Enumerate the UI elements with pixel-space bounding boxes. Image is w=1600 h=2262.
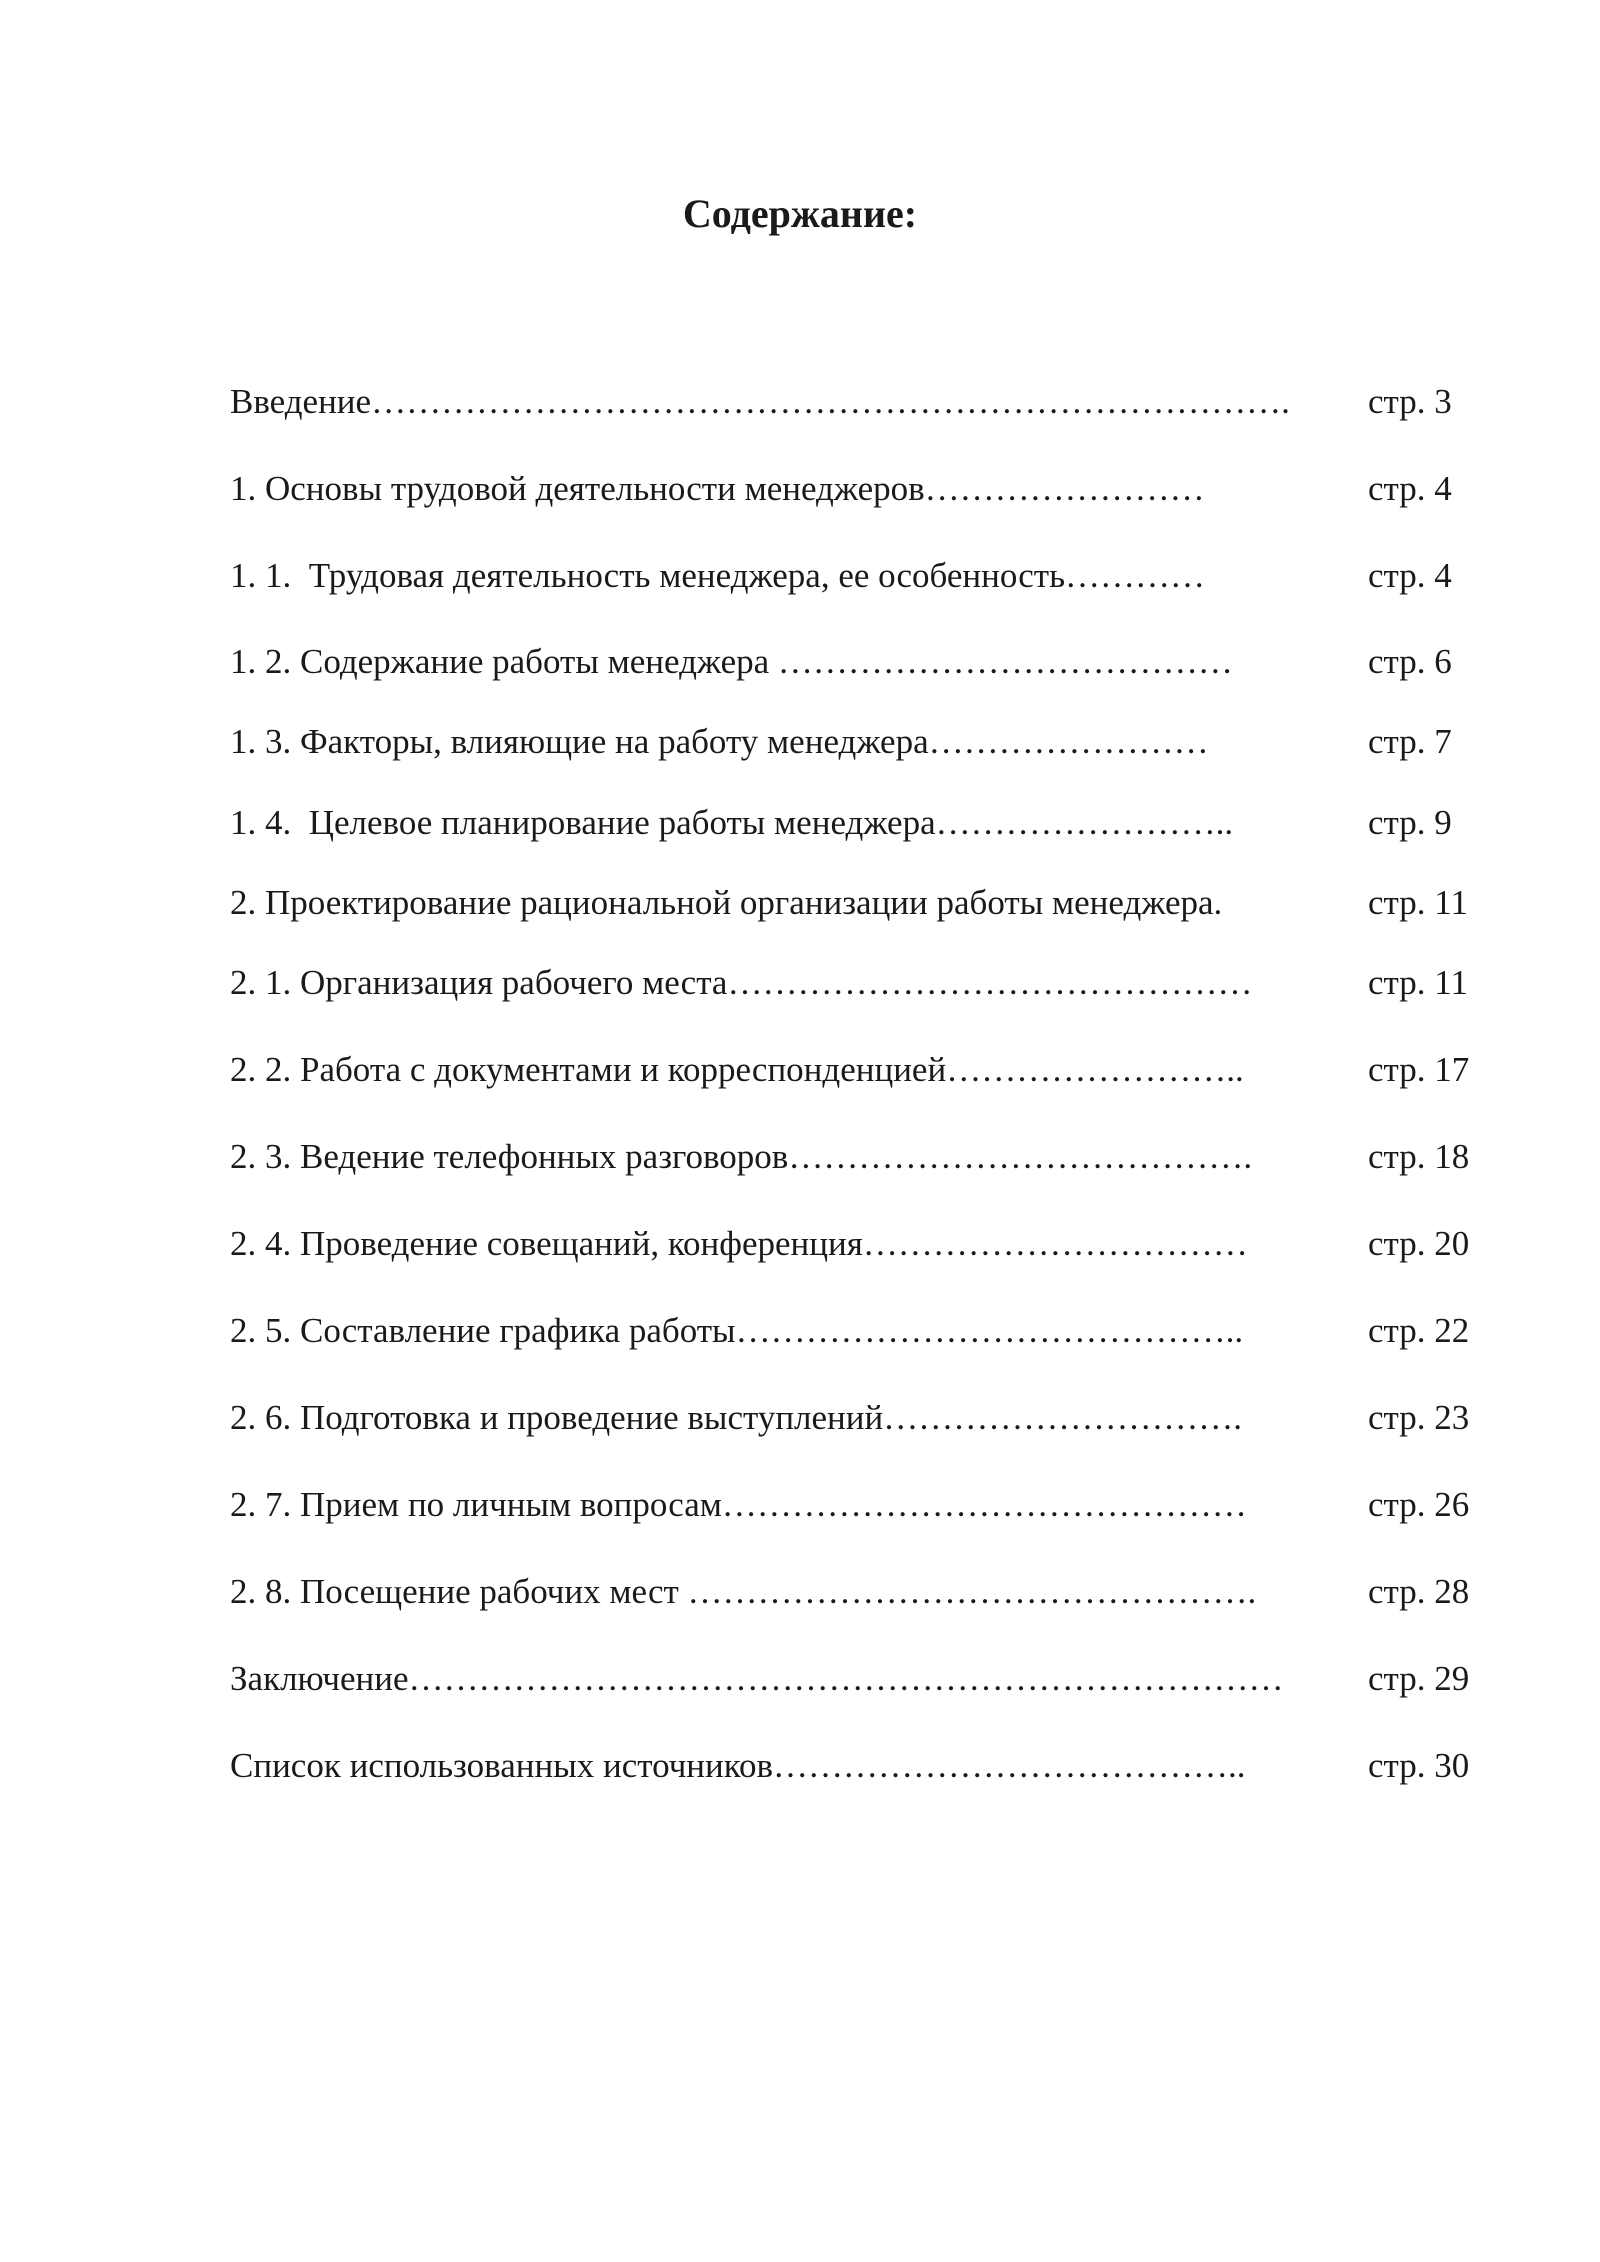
toc-entry-page: стр. 4: [1368, 556, 1452, 595]
toc-title: Содержание:: [682, 191, 918, 236]
toc-entry-2: [0, 879, 1600, 927]
toc-entry-text: 2. 7. Прием по личным вопросам………………………………………: [230, 1485, 1247, 1524]
toc-entry-text: 1. 3. Факторы, влияющие на работу менеджера……………………: [230, 722, 1209, 761]
toc-entry-page: стр. 3: [1368, 382, 1452, 421]
toc-entry-page: стр. 29: [1368, 1659, 1470, 1698]
toc-entry-1-3: [0, 718, 1600, 766]
toc-entry-text: 2. 2. Работа с документами и корреспонденцией……………………..: [230, 1050, 1244, 1089]
toc-entry-2-4: [0, 1220, 1600, 1268]
toc-entry-page: стр. 20: [1368, 1224, 1470, 1263]
toc-entry-1-4: [0, 799, 1600, 847]
toc-entry-1: [0, 465, 1600, 513]
toc-entry-2-3: [0, 1133, 1600, 1181]
toc-entry-text: 1. 1. Трудовая деятельность менеджера, ее особенность…………: [230, 556, 1206, 595]
toc-entry-introduction: [0, 378, 1600, 426]
toc-entry-2-6: [0, 1394, 1600, 1442]
toc-entry-2-2: [0, 1046, 1600, 1094]
toc-entry-conclusion: [0, 1655, 1600, 1703]
toc-entry-page: стр. 11: [1368, 963, 1468, 1002]
toc-entry-page: стр. 7: [1368, 722, 1452, 761]
toc-entry-text: 2. 1. Организация рабочего места………………………………………: [230, 963, 1253, 1002]
toc-entry-text: 2. 4. Проведение совещаний, конференция……………………………: [230, 1224, 1248, 1263]
toc-entry-page: стр. 30: [1368, 1746, 1470, 1785]
toc-entry-page: стр. 6: [1368, 642, 1452, 681]
toc-entry-page: стр. 18: [1368, 1137, 1470, 1176]
toc-entry-references: [0, 1742, 1600, 1790]
toc-entry-page: стр. 26: [1368, 1485, 1470, 1524]
toc-entry-page: стр. 22: [1368, 1311, 1470, 1350]
toc-entry-text: 2. Проектирование рациональной организации работы менеджера.: [230, 883, 1223, 922]
toc-entry-text: Список использованных источников…………………………………..: [230, 1746, 1246, 1785]
toc-entry-text: 1. Основы трудовой деятельности менеджеров……………………: [230, 469, 1205, 508]
toc-entry-text: 2. 6. Подготовка и проведение выступлений………………………….: [230, 1398, 1242, 1437]
toc-entry-2-1: [0, 959, 1600, 1007]
toc-entry-page: стр. 9: [1368, 803, 1452, 842]
toc-entry-page: стр. 28: [1368, 1572, 1470, 1611]
toc-entry-page: стр. 23: [1368, 1398, 1470, 1437]
toc-entry-page: стр. 11: [1368, 883, 1468, 922]
toc-entry-page: стр. 4: [1368, 469, 1452, 508]
toc-entry-text: 1. 2. Содержание работы менеджера …………………………………: [230, 642, 1233, 681]
toc-entry-page: стр. 17: [1368, 1050, 1470, 1089]
toc-entry-1-1: [0, 552, 1600, 600]
toc-entry-text: 1. 4. Целевое планирование работы менеджера……………………..: [230, 803, 1234, 842]
toc-entry-text: 2. 5. Составление графика работы……………………………………..: [230, 1311, 1244, 1350]
toc-entry-text: Введение…………………………………………………………………….: [230, 382, 1290, 421]
toc-entry-1-2: [0, 638, 1600, 686]
toc-entry-2-5: [0, 1307, 1600, 1355]
toc-entry-2-8: [0, 1568, 1600, 1616]
toc-entry-text: Заключение…………………………………………………………………: [230, 1659, 1284, 1698]
toc-entry-text: 2. 8. Посещение рабочих мест ………………………………………….: [230, 1572, 1257, 1611]
toc-entry-2-7: [0, 1481, 1600, 1529]
toc-entry-text: 2. 3. Ведение телефонных разговоров………………………………….: [230, 1137, 1253, 1176]
